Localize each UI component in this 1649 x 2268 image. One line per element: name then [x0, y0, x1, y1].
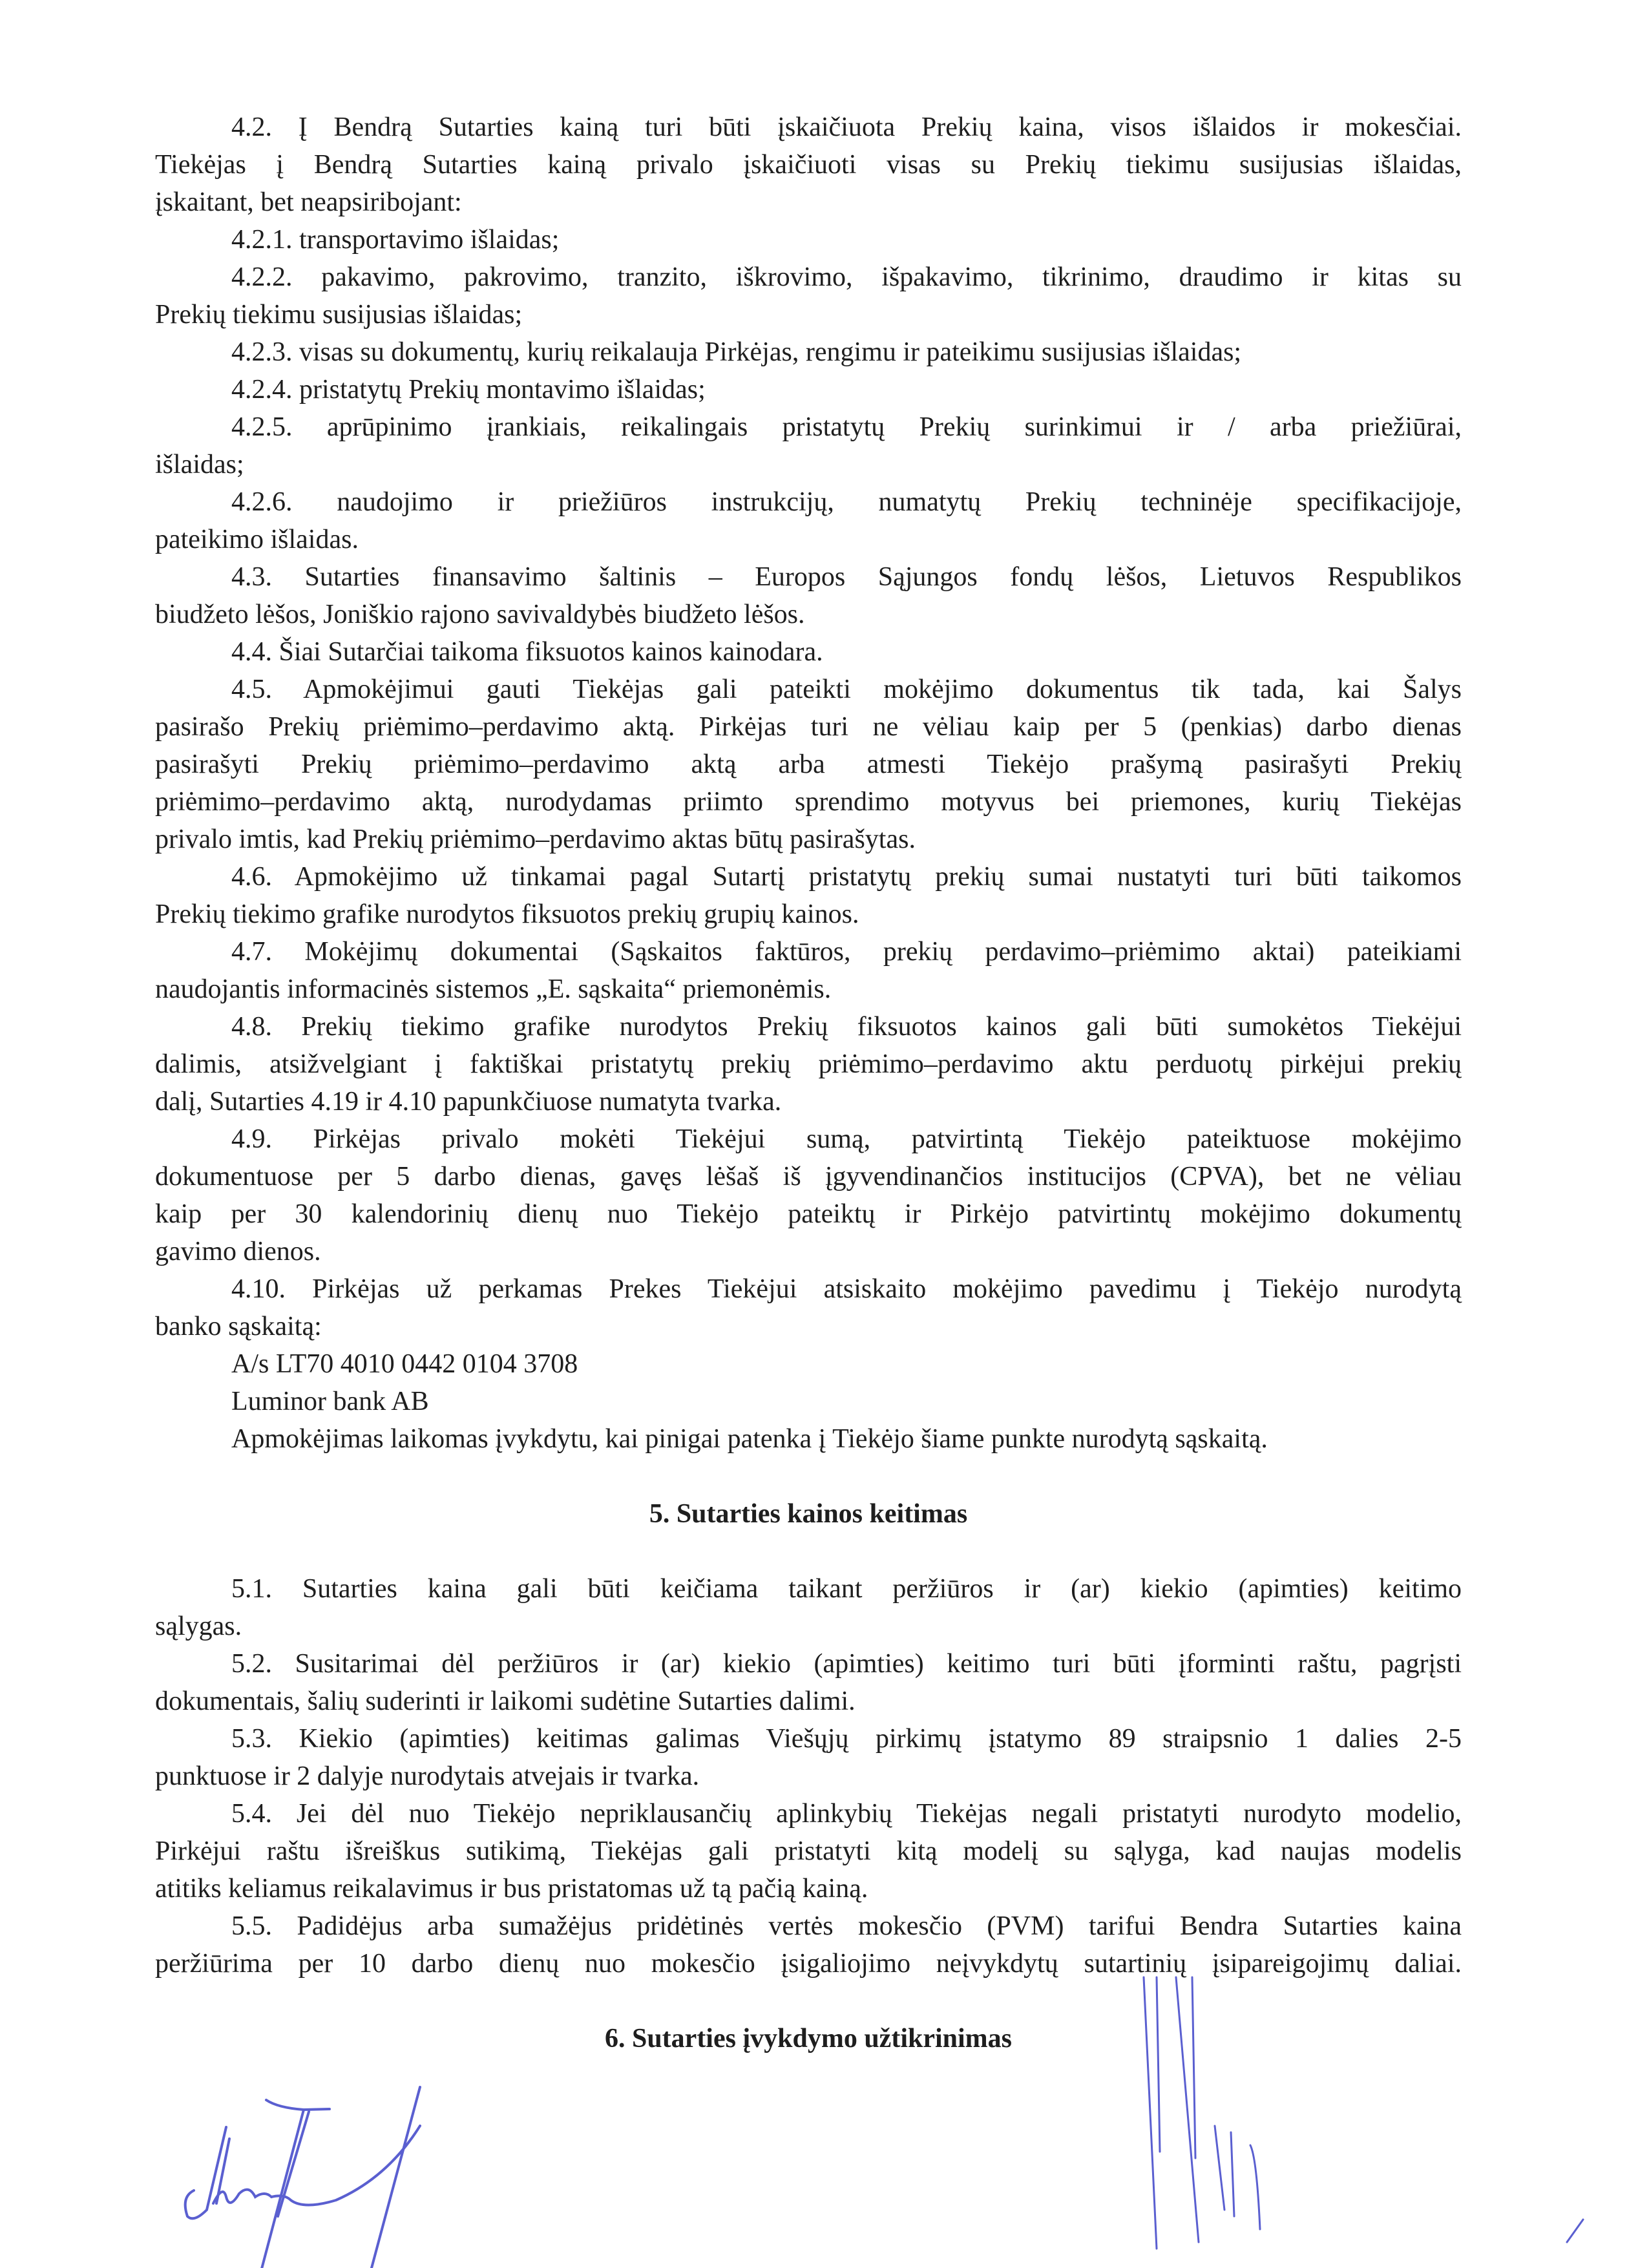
text-line: 5.5. Padidėjus arba sumažėjus pridėtinės vertės mokesčio (PVM) tarifui Bendra Sutarties kaina	[231, 1911, 1462, 1941]
text-line: gavimo dienos.	[155, 1237, 321, 1266]
text-line: 4.10. Pirkėjas už perkamas Prekes Tiekėjui atsiskaito mokėjimo pavedimu į Tiekėjo nurodytą	[231, 1274, 1462, 1304]
text-line: 5.1. Sutarties kaina gali būti keičiama taikant peržiūros ir (ar) kiekio (apimties) keitimo	[231, 1574, 1462, 1604]
text-line: 5.3. Kiekio (apimties) keitimas galimas Viešųjų pirkimų įstatymo 89 straipsnio 1 dalies 2-5	[231, 1724, 1462, 1754]
text-line: kaip per 30 kalendorinių dienų nuo Tiekėjo pateiktų ir Pirkėjo patvirtintų mokėjimo dokumentų	[155, 1199, 1462, 1229]
text-line: 4.5. Apmokėjimui gauti Tiekėjas gali pateikti mokėjimo dokumentus tik tada, kai Šalys	[231, 675, 1462, 704]
section-heading-6: 6. Sutarties įvykdymo užtikrinimas	[604, 2024, 1013, 2053]
text-line: dokumentais, šalių suderinti ir laikomi sudėtine Sutarties dalimi.	[155, 1686, 856, 1716]
text-line: Tiekėjas į Bendrą Sutarties kainą privalo įskaičiuoti visas su Prekių tiekimu susijusias išlaidas,	[155, 150, 1462, 180]
text-line: privalo imtis, kad Prekių priėmimo–perdavimo aktas būtų pasirašytas.	[155, 824, 916, 854]
text-line: 4.7. Mokėjimų dokumentai (Sąskaitos faktūros, prekių perdavimo–priėmimo aktai) pateikiami	[231, 937, 1462, 967]
text-line: pasirašyti Prekių priėmimo–perdavimo aktą arba atmesti Tiekėjo prašymą pasirašyti Prekių	[155, 750, 1462, 779]
left-signature	[185, 2087, 420, 2268]
text-line: atitiks keliamus reikalavimus ir bus pristatomas už tą pačią kainą.	[155, 1874, 868, 1904]
text-line: naudojantis informacinės sistemos „E. sąskaita“ priemonėmis.	[155, 974, 832, 1004]
text-line: 5.4. Jei dėl nuo Tiekėjo nepriklausančių aplinkybių Tiekėjas negali pristatyti nurodyto modelio,	[231, 1799, 1462, 1829]
text-line: dalimis, atsižvelgiant į faktiškai pristatytų prekių priėmimo–perdavimo aktu perduotų pirkėjui prekių	[155, 1049, 1462, 1079]
text-line: Apmokėjimas laikomas įvykdytu, kai pinigai patenka į Tiekėjo šiame punkte nurodytą sąskaitą.	[231, 1424, 1268, 1454]
text-line: punktuose ir 2 dalyje nurodytais atvejais ir tvarka.	[155, 1761, 700, 1791]
text-line: įskaitant, bet neapsiribojant:	[155, 187, 462, 217]
document-page	[155, 109, 1462, 2057]
text-line: 5.2. Susitarimai dėl peržiūros ir (ar) kiekio (apimties) keitimo turi būti įforminti raštu, pagrįsti	[231, 1649, 1462, 1679]
text-line: pateikimo išlaidas.	[155, 525, 359, 554]
text-line: priėmimo–perdavimo aktą, nurodydamas priimto sprendimo motyvus bei priemones, kurių Tiekėjas	[155, 787, 1462, 817]
text-line: 4.2.6. naudojimo ir priežiūros instrukcijų, numatytų Prekių techninėje specifikacijoje,	[231, 487, 1462, 517]
text-line: 4.2.3. visas su dokumentų, kurių reikalauja Pirkėjas, rengimu ir pateikimu susijusias išlaidas;	[231, 337, 1242, 367]
text-line: banko sąskaitą:	[155, 1312, 322, 1341]
text-line: biudžeto lėšos, Joniškio rajono savivaldybės biudžeto lėšos.	[155, 600, 805, 629]
text-line: peržiūrima per 10 darbo dienų nuo mokesčio įsigaliojimo neįvykdytų sutartinių įsipareigojimų daliai.	[155, 1949, 1462, 1979]
bank-account: A/s LT70 4010 0442 0104 3708	[231, 1349, 578, 1379]
text-line: dokumentuose per 5 darbo dienas, gavęs lėšaš iš įgyvendinančios institucijos (CPVA), bet ne vėliau	[155, 1162, 1462, 1192]
text-line: 4.9. Pirkėjas privalo mokėti Tiekėjui sumą, patvirtintą Tiekėjo pateiktuose mokėjimo	[231, 1124, 1462, 1154]
text-line: pasirašo Prekių priėmimo–perdavimo aktą. Pirkėjas turi ne vėliau kaip per 5 (penkias) darbo dienas	[155, 712, 1462, 742]
text-line: 4.2.2. pakavimo, pakrovimo, tranzito, iškrovimo, išpakavimo, tikrinimo, draudimo ir kitas su	[231, 262, 1462, 292]
text-line: išlaidas;	[155, 450, 244, 479]
text-line: Prekių tiekimo grafike nurodytos fiksuotos prekių grupių kainos.	[155, 899, 859, 929]
text-line: 4.3. Sutarties finansavimo šaltinis – Europos Sąjungos fondų lėšos, Lietuvos Respublikos	[231, 562, 1462, 592]
text-line: Pirkėjui raštu išreiškus sutikimą, Tiekėjas gali pristatyti kitą modelį su sąlyga, kad naujas modelis	[155, 1836, 1462, 1866]
text-line: 4.8. Prekių tiekimo grafike nurodytos Prekių fiksuotos kainos gali būti sumokėtos Tiekėjui	[231, 1012, 1462, 1042]
text-line: 4.2.4. pristatytų Prekių montavimo išlaidas;	[231, 375, 706, 404]
text-line: 4.4. Šiai Sutarčiai taikoma fiksuotos kainos kainodara.	[231, 637, 823, 667]
text-line: sąlygas.	[155, 1612, 242, 1641]
text-line: 4.2.5. aprūpinimo įrankiais, reikalingais pristatytų Prekių surinkimui ir / arba priežiūrai,	[231, 412, 1462, 442]
bank-name: Luminor bank AB	[231, 1387, 429, 1416]
section-heading-5: 5. Sutarties kainos keitimas	[649, 1499, 968, 1529]
text-line: 4.2. Į Bendrą Sutarties kainą turi būti įskaičiuota Prekių kaina, visos išlaidos ir mokesčiai.	[231, 112, 1462, 142]
text-line: 4.2.1. transportavimo išlaidas;	[231, 225, 560, 255]
text-line: Prekių tiekimu susijusias išlaidas;	[155, 300, 523, 330]
text-line: dalį, Sutarties 4.19 ir 4.10 papunkčiuose numatyta tvarka.	[155, 1087, 782, 1117]
text-line: 4.6. Apmokėjimo už tinkamai pagal Sutartį pristatytų prekių sumai nustatyti turi būti taikomos	[231, 862, 1462, 892]
